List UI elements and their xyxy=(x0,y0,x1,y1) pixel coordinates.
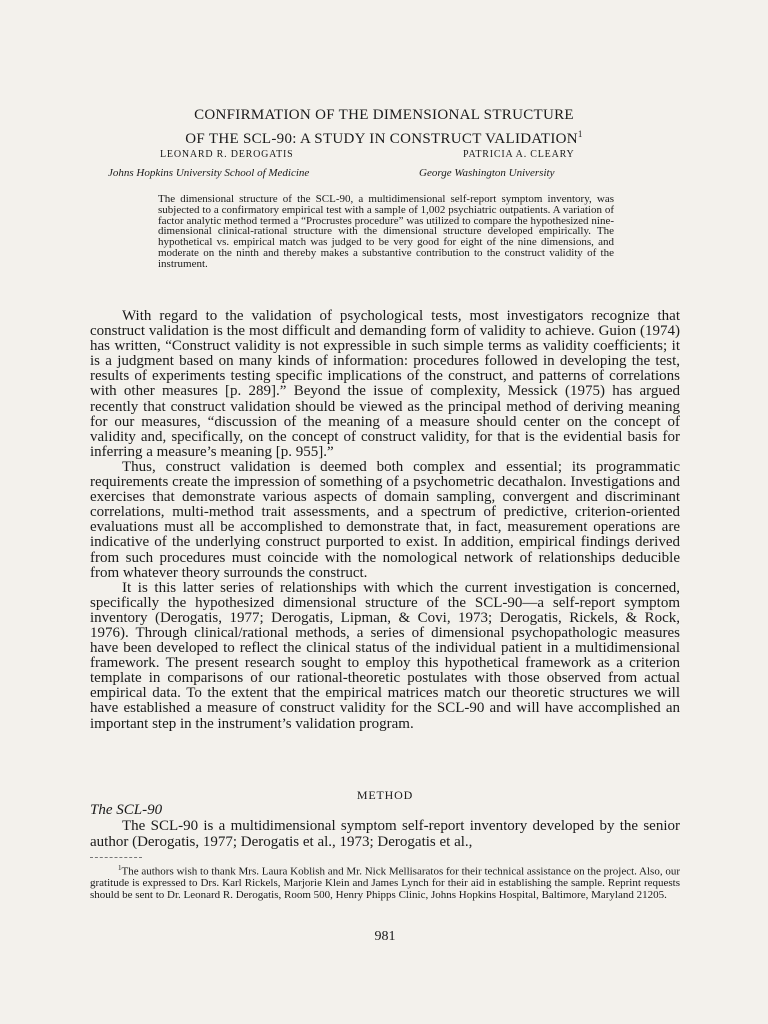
title-line-2-text: OF THE SCL-90: A STUDY IN CONSTRUCT VALIDATION xyxy=(185,131,578,147)
section-heading-method: METHOD xyxy=(356,788,414,802)
footnote-text: The authors wish to thank Mrs. Laura Koblish and Mr. Nick Mellisaratos for their technical assistance on the project. Also, our gratitude is expressed to Drs. Karl Rickels, Marjorie Klein and James Lynch for their aid in establishing the sample. Reprint requests should be sent to Dr. Leonard R. Derogatis, Room 500, Henry Phipps Clinic, Johns Hopkins Hospital, Baltimore, Maryland 21205. xyxy=(90,865,680,901)
footnote-marker: 1 xyxy=(118,864,122,872)
method-body xyxy=(90,819,680,850)
author-2-name: PATRICIA A. CLEARY xyxy=(463,149,575,160)
introduction-body xyxy=(90,309,680,732)
author-1-affiliation: Johns Hopkins University School of Medicine xyxy=(108,167,310,179)
author-1-name: LEONARD R. DEROGATIS xyxy=(160,149,294,160)
method-paragraph: The SCL-90 is a multidimensional symptom self-report inventory developed by the senior author (Derogatis, 1977; Derogatis et al., 1973; Derogatis et al., xyxy=(90,818,680,850)
subsection-heading-scl90: The SCL-90 xyxy=(90,802,163,818)
footnote-divider xyxy=(90,857,142,858)
article-title xyxy=(90,106,678,149)
page-number: 981 xyxy=(374,929,396,944)
title-footnote-marker: 1 xyxy=(577,129,583,139)
title-line-1: CONFIRMATION OF THE DIMENSIONAL STRUCTURE xyxy=(194,107,574,123)
footnote xyxy=(90,863,680,901)
abstract: The dimensional structure of the SCL-90, a multidimensional self-report symptom inventory, was subjected to a confirmatory empirical test with a sample of 1,002 psychiatric outpatients. A variation of factor analytic method termed a “Procrustes procedure” was utilized to compare the hypothesized nine-dimensional clinical-rational structure with the dimensional structure developed empirically. The hypothetical vs. empirical match was judged to be very good for eight of the nine dimensions, and moderate on the ninth and thereby makes a substantive contribution to the construct validity of the instrument. xyxy=(158,193,614,270)
intro-paragraph-2: Thus, construct validation is deemed both complex and essential; its programmatic requirements create the impression of something of a psychometric decathalon. Investigations and exercises that demonstrate various aspects of domain sampling, convergent and discriminant correlations, multi-method trait assessments, and a spectrum of predictive, criterion-oriented evaluations must all be accomplished to demonstrate that, in fact, measurement operations are indicative of the underlying construct purported to exist. In addition, empirical findings derived from such procedures must coincide with the nomological network of relationships deducible from whatever theory surrounds the construct. xyxy=(90,458,680,581)
intro-paragraph-3: It is this latter series of relationships with which the current investigation is concerned, specifically the hypothesized dimensional structure of the SCL-90—a self-report symptom inventory (Derogatis, 1977; Derogatis, Lipman, & Covi, 1973; Derogatis, Rickels, & Rock, 1976). Through clinical/rational methods, a series of dimensional psychopathologic measures have been developed to reflect the clinical status of the individual patient in a multidimensional framework. The present research sought to employ this hypothetical framework as a criterion template in comparisons of our rational-theoretic postulates with those observed from actual empirical data. To the extent that the empirical matrices match our theoretic structures we will have established a measure of construct validity for the SCL-90 and will have accomplished an important step in the instrument’s validation program. xyxy=(90,579,680,732)
intro-paragraph-1: With regard to the validation of psychological tests, most investigators recognize that construct validation is the most difficult and demanding form of validity to achieve. Guion (1974) has written, “Construct validity is not expressible in such simple terms as validity coefficients; it is a judgment based on many kinds of information: procedures followed in developing the test, results of experiments testing specific implications of the construct, and patterns of correlations with other measures [p. 289].” Beyond the issue of complexity, Messick (1975) has argued recently that construct validation should be viewed as the principal method of deriving meaning for our measures, “discussion of the meaning of a measure should center on the concept of validity and, specifically, on the concept of construct validity, for that is the evidential basis for inferring a measure’s meaning [p. 955].” xyxy=(90,308,680,460)
title-line-2 xyxy=(90,125,678,149)
author-2-affiliation: George Washington University xyxy=(419,167,555,179)
